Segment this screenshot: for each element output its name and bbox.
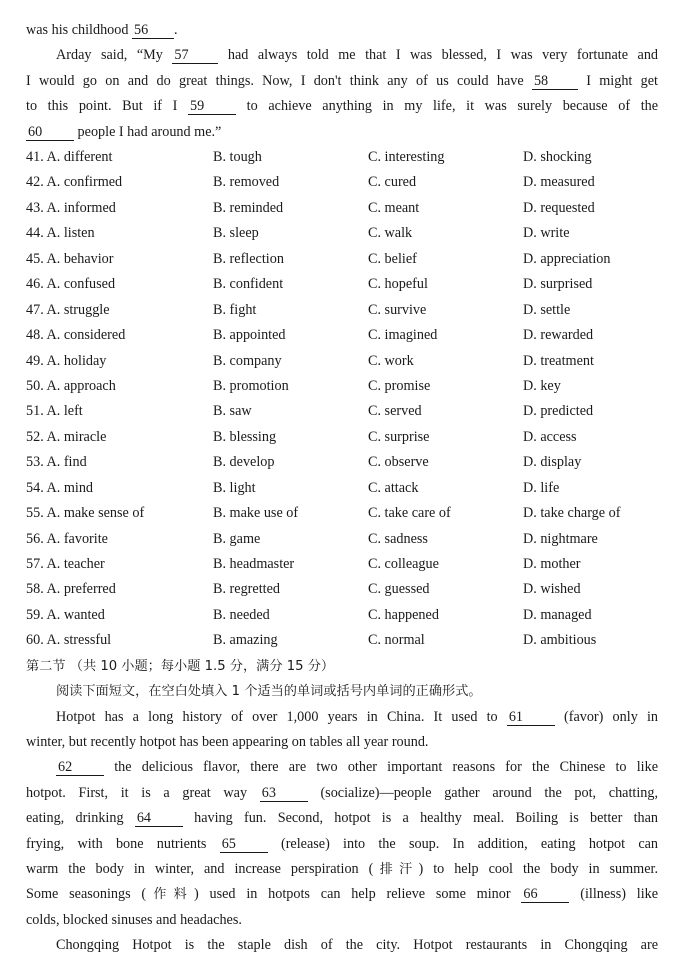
option-b: B. reflection: [213, 250, 284, 267]
option-c: C. normal: [368, 632, 425, 649]
option-row: [26, 272, 658, 297]
option-c: C. hopeful: [368, 276, 428, 293]
option-d: D. key: [523, 377, 561, 394]
option-b: B. needed: [213, 606, 270, 623]
option-d: D. treatment: [523, 352, 594, 369]
option-b: B. headmaster: [213, 556, 295, 573]
option-b: B. light: [213, 479, 256, 496]
blank-66: 66: [521, 886, 569, 903]
option-a: 50. A. approach: [26, 377, 116, 394]
option-row: [26, 577, 658, 602]
section-heading: 第二节 （共 10 小题；每小题 1.5 分，满分 15 分）: [26, 658, 335, 674]
option-row: [26, 170, 658, 195]
option-a: 56. A. favorite: [26, 530, 108, 547]
passage-line: 60 people I had around me.”: [28, 123, 222, 140]
blank-58: 58: [532, 73, 578, 90]
passage-line: colds, blocked sinuses and headaches.: [26, 911, 242, 928]
option-a: 60. A. stressful: [26, 632, 112, 649]
option-row: [26, 323, 658, 348]
option-c: C. belief: [368, 250, 417, 267]
option-d: D. display: [523, 454, 582, 471]
passage-line: warm the body in winter, and increase perspiration (排汗) to help cool the body in summer.: [26, 861, 658, 878]
blank-56: 56: [132, 22, 174, 39]
option-a: 43. A. informed: [26, 199, 116, 216]
passage-line: eating, drinking 64 having fun. Second, hotpot is a healthy meal. Boiling is better than: [26, 810, 658, 827]
option-d: D. access: [523, 428, 577, 445]
option-a: 47. A. struggle: [26, 301, 110, 318]
option-row: [26, 450, 658, 475]
passage-line: Arday said, “My 57 had always told me that I was blessed, I was very fortunate and: [56, 47, 658, 64]
option-row: [26, 476, 658, 501]
option-d: D. shocking: [523, 149, 592, 166]
option-c: C. survive: [368, 301, 427, 318]
option-b: B. removed: [213, 174, 280, 191]
option-b: B. blessing: [213, 428, 277, 445]
option-b: B. company: [213, 352, 282, 369]
option-row: [26, 221, 658, 246]
option-b: B. fight: [213, 301, 257, 318]
option-d: D. life: [523, 479, 560, 496]
blank-59: 59: [188, 98, 236, 115]
option-c: C. served: [368, 403, 422, 420]
option-c: C. attack: [368, 479, 419, 496]
option-d: D. measured: [523, 174, 595, 191]
option-d: D. take charge of: [523, 505, 621, 522]
option-a: 42. A. confirmed: [26, 174, 123, 191]
blank-65: 65: [220, 836, 268, 853]
option-a: 57. A. teacher: [26, 556, 105, 573]
option-b: B. develop: [213, 454, 275, 471]
option-row: [26, 628, 658, 653]
option-b: B. amazing: [213, 632, 278, 649]
option-a: 55. A. make sense of: [26, 505, 145, 522]
option-a: 49. A. holiday: [26, 352, 107, 369]
option-b: B. game: [213, 530, 261, 547]
option-b: B. reminded: [213, 199, 284, 216]
option-b: B. saw: [213, 403, 252, 420]
option-row: [26, 145, 658, 170]
option-a: 46. A. confused: [26, 276, 116, 293]
option-a: 53. A. find: [26, 454, 87, 471]
option-d: D. nightmare: [523, 530, 598, 547]
option-c: C. work: [368, 352, 414, 369]
passage-line: Hotpot has a long history of over 1,000 years in China. It used to 61 (favor) only in: [56, 708, 658, 725]
option-c: C. interesting: [368, 149, 445, 166]
option-a: 54. A. mind: [26, 479, 94, 496]
option-row: [26, 298, 658, 323]
option-c: C. promise: [368, 377, 431, 394]
option-b: B. make use of: [213, 505, 299, 522]
option-a: 51. A. left: [26, 403, 83, 420]
option-d: D. mother: [523, 556, 581, 573]
passage-line: to this point. But if I 59 to achieve anything in my life, it was surely because of the: [26, 98, 658, 115]
option-row: [26, 374, 658, 399]
option-b: B. confident: [213, 276, 284, 293]
blank-64: 64: [135, 810, 183, 827]
option-b: B. tough: [213, 149, 262, 166]
option-row: [26, 501, 658, 526]
passage-line: Chongqing Hotpot is the staple dish of the city. Hotpot restaurants in Chongqing are: [56, 937, 658, 954]
option-d: D. ambitious: [523, 632, 597, 649]
passage-line: winter, but recently hotpot has been appearing on tables all year round.: [26, 734, 429, 750]
option-a: 48. A. considered: [26, 327, 126, 344]
option-a: 41. A. different: [26, 149, 113, 166]
option-row: [26, 425, 658, 450]
option-a: 45. A. behavior: [26, 250, 114, 267]
option-b: B. appointed: [213, 327, 286, 344]
option-a: 58. A. preferred: [26, 581, 116, 598]
option-d: D. predicted: [523, 403, 594, 420]
option-d: D. surprised: [523, 276, 593, 293]
passage-line: I would go on and do great things. Now, I don't think any of us could have 58 I might get: [26, 72, 658, 89]
option-c: C. take care of: [368, 505, 451, 522]
option-a: 52. A. miracle: [26, 428, 107, 445]
option-c: C. imagined: [368, 327, 438, 344]
passage-line: was his childhood 56 .: [26, 22, 178, 38]
option-c: C. meant: [368, 199, 420, 216]
option-d: D. write: [523, 225, 570, 242]
option-d: D. rewarded: [523, 327, 594, 344]
exam-page: [26, 18, 658, 959]
blank-63: 63: [260, 785, 308, 802]
option-row: [26, 603, 658, 628]
option-b: B. regretted: [213, 581, 280, 598]
blank-57: 57: [172, 47, 218, 64]
options-list: [26, 145, 658, 654]
option-row: [26, 196, 658, 221]
option-d: D. requested: [523, 199, 595, 216]
option-c: C. guessed: [368, 581, 430, 598]
option-c: C. colleague: [368, 556, 439, 573]
option-c: C. cured: [368, 174, 417, 191]
option-row: [26, 247, 658, 272]
blank-61: 61: [507, 709, 555, 726]
option-d: D. appreciation: [523, 250, 611, 267]
option-c: C. surprise: [368, 428, 430, 445]
blank-62: 62: [56, 759, 104, 776]
option-a: 44. A. listen: [26, 225, 95, 242]
option-d: D. settle: [523, 301, 571, 318]
option-c: C. walk: [368, 225, 413, 242]
passage-line: hotpot. First, it is a great way 63 (socialize)—people gather around the pot, chatting,: [26, 784, 658, 801]
blank-60: 60: [26, 124, 74, 141]
option-row: [26, 399, 658, 424]
passage-line: frying, with bone nutrients 65 (release) into the soup. In addition, eating hotpot can: [26, 835, 658, 852]
option-d: D. managed: [523, 606, 592, 623]
option-c: C. observe: [368, 454, 429, 471]
passage-line: 62 the delicious flavor, there are two other important reasons for the Chinese to like: [58, 759, 658, 776]
option-a: 59. A. wanted: [26, 606, 105, 623]
option-c: C. sadness: [368, 530, 428, 547]
option-d: D. wished: [523, 581, 581, 598]
option-c: C. happened: [368, 606, 439, 623]
option-row: [26, 349, 658, 374]
option-row: [26, 552, 658, 577]
option-row: [26, 527, 658, 552]
option-b: B. sleep: [213, 225, 259, 242]
section-instruction: 阅读下面短文，在空白处填入 1 个适当的单词或括号内单词的正确形式。: [56, 684, 482, 700]
passage-line: Some seasonings (作料) used in hotpots can help relieve some minor 66 (illness) like: [26, 886, 658, 903]
option-b: B. promotion: [213, 377, 289, 394]
